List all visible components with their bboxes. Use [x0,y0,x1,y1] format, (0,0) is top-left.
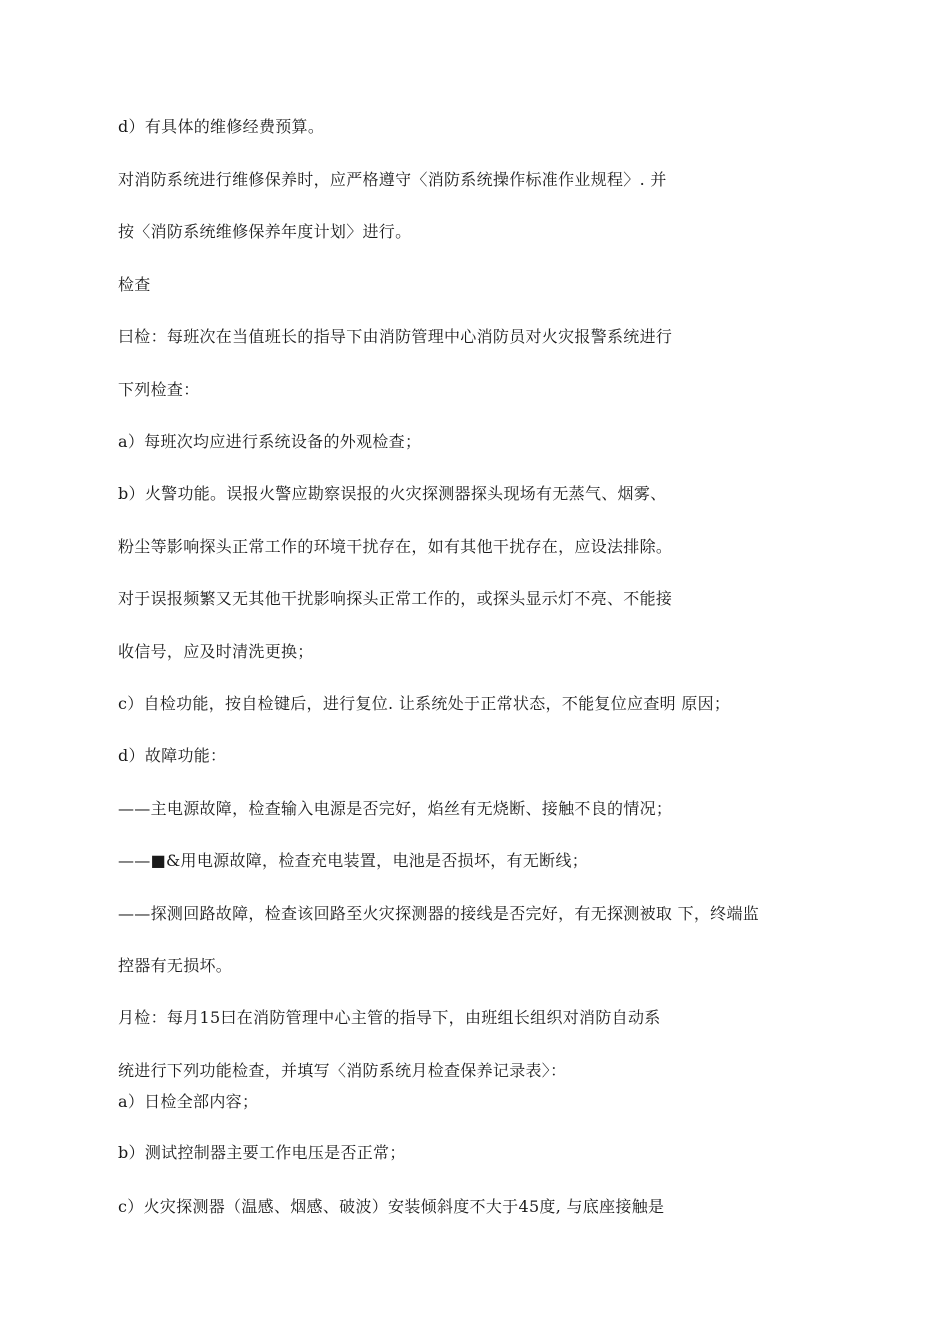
text-line: 粉尘等影响探头正常工作的环境干扰存在，如有其他干扰存在，应设法排除。 [118,537,673,556]
list-item: ——探测回路故障，检查该回路至火灾探测器的接线是否完好，有无探测被取 下，终端监 [118,904,760,923]
text-line: 统进行下列功能检查，并填写〈消防系统月检查保养记录表〉： [118,1061,567,1080]
section-heading: 检查 [118,275,151,294]
text-line: 控器有无损坏。 [118,956,233,975]
list-item: a）每班次均应进行系统设备的外观检查； [118,432,422,451]
text-line: 月检：每月15曰在消防管理中心主管的指导下，由班组长组织对消防自动系 [118,1008,661,1027]
text-line: 按〈消防系统维修保养年度计划〉进行。 [118,222,412,241]
list-item: b）测试控制器主要工作电压是否正常； [118,1143,406,1162]
list-item: ——主电源故障，检查输入电源是否完好，焰丝有无烧断、接触不良的情况； [118,799,673,818]
text-line: 对于误报频繁又无其他干扰影响探头正常工作的，或探头显示灯不亮、不能接 [118,589,673,608]
text-line: d）有具体的维修经费预算。 [118,117,325,136]
text-line: 收信号，应及时清洗更换； [118,642,314,661]
list-item: c）自检功能，按自检键后，进行复位. 让系统处于正常状态，不能复位应查明 原因； [118,694,731,713]
text-line: 曰检：每班次在当值班长的指导下由消防管理中心消防员对火灾报警系统进行 [118,327,673,346]
list-item: c）火灾探测器（温感、烟感、破波）安装倾斜度不大于45度, 与底座接触是 [118,1197,665,1216]
list-item: ——■&用电源故障，检查充电装置，电池是否损坏，有无断线； [118,851,589,870]
text-line: 对消防系统进行维修保养时，应严格遵守〈消防系统操作标准作业规程〉. 并 [118,170,667,189]
list-item: a）日检全部内容； [118,1092,259,1111]
text-line: 下列检查： [118,380,200,399]
list-item: b）火警功能。误报火警应勘察误报的火灾探测器探头现场有无蒸气、烟雾、 [118,484,667,503]
list-item: d）故障功能： [118,746,227,765]
